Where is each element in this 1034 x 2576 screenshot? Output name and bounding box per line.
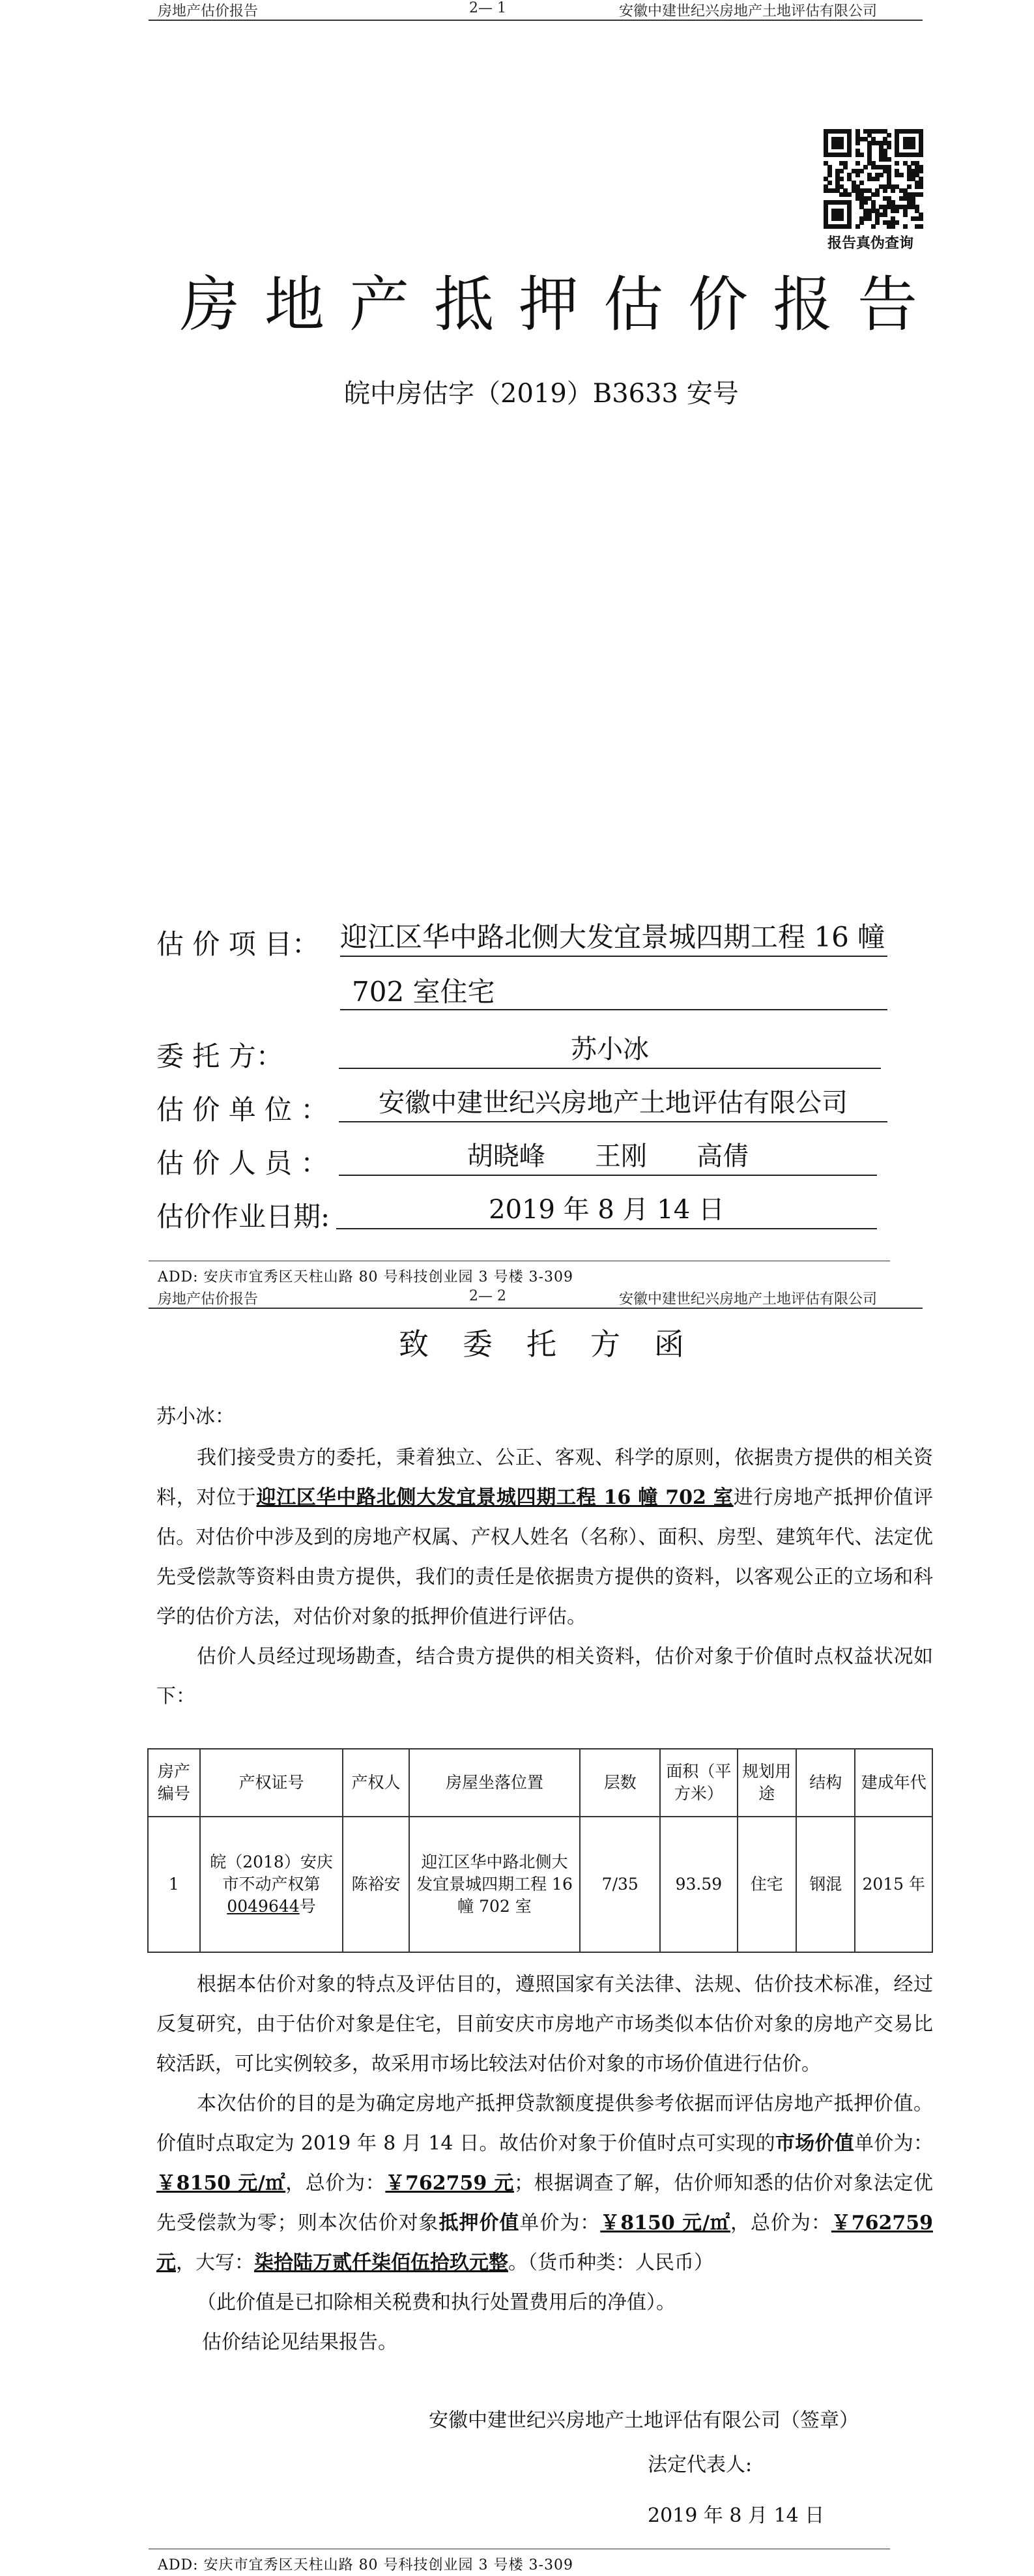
table-header: 层数	[580, 1749, 660, 1817]
qr-module	[875, 192, 880, 197]
qr-module	[847, 192, 852, 197]
cell-area: 93.59	[660, 1817, 737, 1952]
qr-module	[863, 200, 868, 205]
qr-module	[847, 153, 852, 157]
qr-module	[867, 216, 872, 221]
table-row	[148, 1817, 932, 1952]
qr-module	[895, 161, 899, 166]
paragraph-2: 估价人员经过现场勘查，结合贵方提供的相关资料，估价对象于价值时点权益状况如下：	[156, 1645, 933, 1708]
paragraph-5: （此价值是已扣除相关税费和执行处置费用后的净值）。	[197, 2291, 676, 2314]
client-value: 苏小冰	[339, 1031, 881, 1069]
cell-owner: 陈裕安	[343, 1817, 409, 1952]
qr-module	[855, 224, 860, 229]
qr-module	[911, 145, 915, 149]
qr-module	[903, 224, 908, 229]
letter-title: 致委托方函	[399, 1326, 718, 1362]
cell-year: 2015 年	[855, 1817, 932, 1952]
qr-module	[875, 220, 880, 225]
market-unit-price: ￥8150 元/㎡	[156, 2172, 286, 2195]
qr-caption: 报告真伪查询	[827, 235, 914, 252]
unit-label: 估 价 单 位 ：	[156, 1094, 328, 1126]
market-total-price: ￥762759 元	[385, 2172, 515, 2195]
qr-module	[875, 177, 880, 181]
report-title: 房地产抵押估价报告	[180, 270, 943, 340]
header-right: 安徽中建世纪兴房地产土地评估有限公司	[619, 1291, 878, 1308]
qr-module	[887, 133, 891, 138]
qr-module	[879, 173, 883, 177]
qr-module	[847, 224, 852, 229]
qr-module	[919, 184, 923, 189]
cell-cert: 皖（2018）安庆市不动产权第0049644号	[200, 1817, 343, 1952]
date-value: 2019 年 8 月 14 日	[336, 1192, 877, 1229]
paragraph-1: 我们接受贵方的委托，秉着独立、公正、客观、科学的原则，依据贵方提供的相关资料，对位于迎江区华中路北侧大发宜景城四期工程 16 幢 702 室进行房地产抵押价值评估。对估价中涉及到的房地产权属、产权人姓名（名称）、面积、房型、建筑年代、法定优先受偿款等资料由贵方提供，我们的责任是依据贵方提供的资料，以客观公正的立场和科学的估价方法，对估价对象的抵押价值进行评估。	[156, 1446, 934, 1628]
persons-label: 估 价 人 员 ：	[156, 1147, 328, 1179]
signature-date: 2019 年 8 月 14 日	[648, 2504, 825, 2527]
cell-floors: 7/35	[580, 1817, 660, 1952]
paragraph-4: 本次估价的目的是为确定房地产抵押贷款额度提供参考依据而评估房地产抵押价值。价值时点取定为 2019 年 8 月 14 日。故估价对象于价值时点可实现的市场价值单价为：￥8150 元/㎡，总价为：￥762759 元；根据调查了解，估价师知悉的估价对象法定优先受偿款为零；则本次估价对象抵押价值单价为：￥8150 元/㎡，总价为：￥762759 元，大写：柒拾陆万贰仟柒佰伍拾玖元整。（货币种类：人民币）	[156, 2092, 934, 2274]
qr-module	[891, 224, 895, 229]
qr-module	[839, 169, 844, 173]
report-number: 皖中房估字（2019）B3633 安号	[344, 379, 739, 409]
qr-module	[887, 145, 891, 149]
client-label: 委 托 方：	[156, 1040, 283, 1072]
table-header: 规划用途	[738, 1749, 796, 1817]
qr-module	[843, 165, 848, 169]
header-page-number: 2— 2	[469, 1288, 506, 1304]
table-header: 建成年代	[855, 1749, 932, 1817]
cell-use: 住宅	[738, 1817, 796, 1952]
table-header-row	[148, 1749, 932, 1817]
project-value-line2: 702 室住宅	[340, 974, 887, 1010]
paragraph-6: 估价结论见结果报告。	[202, 2331, 397, 2354]
date-label: 估价作业日期:	[156, 1201, 330, 1233]
mortgage-unit-price: ￥8150 元/㎡	[600, 2212, 730, 2234]
qr-module	[895, 220, 899, 225]
signature-company: 安徽中建世纪兴房地产土地评估有限公司（签章）	[429, 2409, 859, 2432]
qr-module	[827, 181, 832, 185]
qr-module	[883, 212, 887, 217]
qr-module	[859, 153, 864, 157]
qr-module	[919, 169, 923, 173]
amount-in-words: 柒拾陆万贰仟柒佰伍拾玖元整	[254, 2251, 508, 2274]
cell-no: 1	[148, 1817, 200, 1952]
table-header: 房产编号	[148, 1749, 200, 1817]
mortgage-total-price: ￥762759 元	[156, 2212, 934, 2274]
unit-value: 安徽中建世纪兴房地产土地评估有限公司	[339, 1085, 887, 1122]
header-page-number: 2— 1	[469, 0, 506, 16]
qr-module	[903, 212, 908, 217]
qr-module	[891, 188, 895, 193]
letter-body-bottom	[156, 1965, 933, 2362]
table-header: 产权证号	[200, 1749, 343, 1817]
cell-location: 迎江区华中路北侧大发宜景城四期工程 16 幢 702 室	[409, 1817, 581, 1952]
table-header: 产权人	[343, 1749, 409, 1817]
table-header: 房屋坐落位置	[409, 1749, 581, 1817]
letter-body-top	[156, 1438, 933, 1716]
qr-module	[871, 224, 876, 229]
qr-module	[827, 173, 832, 177]
qr-module	[855, 173, 860, 177]
qr-module	[883, 188, 887, 193]
qr-module	[899, 173, 904, 177]
qr-module	[887, 157, 891, 162]
footer-address: ADD: 安庆市宜秀区天柱山路 80 号科技创业园 3 号楼 3-309	[158, 2557, 573, 2573]
qr-module	[919, 224, 923, 229]
qr-module	[907, 184, 912, 189]
qr-module	[895, 209, 899, 213]
header-rule	[149, 20, 923, 21]
header-left: 房地产估价报告	[158, 3, 259, 20]
legal-representative: 法定代表人:	[648, 2453, 753, 2476]
qr-module	[855, 161, 860, 166]
project-label: 估 价 项 目：	[156, 928, 320, 960]
project-value-line1: 迎江区华中路北侧大发宜景城四期工程 16 幢	[340, 919, 887, 957]
qr-module	[839, 177, 844, 181]
property-table	[147, 1748, 933, 1953]
paragraph-3: 根据本估价对象的特点及评估目的，遵照国家有关法律、法规、估价技术标准，经过反复研究，由于估价对象是住宅，目前安庆市房地产市场类似本估价对象的房地产交易比较活跃，可比实例较多，故采用市场比较法对估价对象的市场价值进行估价。	[156, 1973, 933, 2075]
persons-value: 胡晓峰 王刚 高倩	[339, 1138, 877, 1176]
qr-module	[919, 153, 923, 157]
qr-code-icon[interactable]	[824, 129, 923, 228]
header-rule	[149, 1308, 923, 1309]
qr-module	[859, 220, 864, 225]
qr-module	[839, 145, 844, 149]
qr-module	[859, 181, 864, 185]
qr-module	[855, 141, 860, 145]
table-header: 面积（平方米）	[660, 1749, 737, 1817]
cell-structure: 钢混	[796, 1817, 855, 1952]
qr-module	[919, 216, 923, 221]
qr-module	[919, 192, 923, 197]
salutation: 苏小冰：	[156, 1405, 235, 1428]
property-address: 迎江区华中路北侧大发宜景城四期工程 16 幢 702 室	[256, 1486, 734, 1509]
qr-module	[863, 165, 868, 169]
header-left: 房地产估价报告	[158, 1291, 259, 1308]
header-right: 安徽中建世纪兴房地产土地评估有限公司	[619, 3, 878, 20]
footer-address: ADD: 安庆市宜秀区天柱山路 80 号科技创业园 3 号楼 3-309	[158, 1269, 573, 1285]
table-header: 结构	[796, 1749, 855, 1817]
qr-module	[859, 169, 864, 173]
qr-module	[839, 216, 844, 221]
